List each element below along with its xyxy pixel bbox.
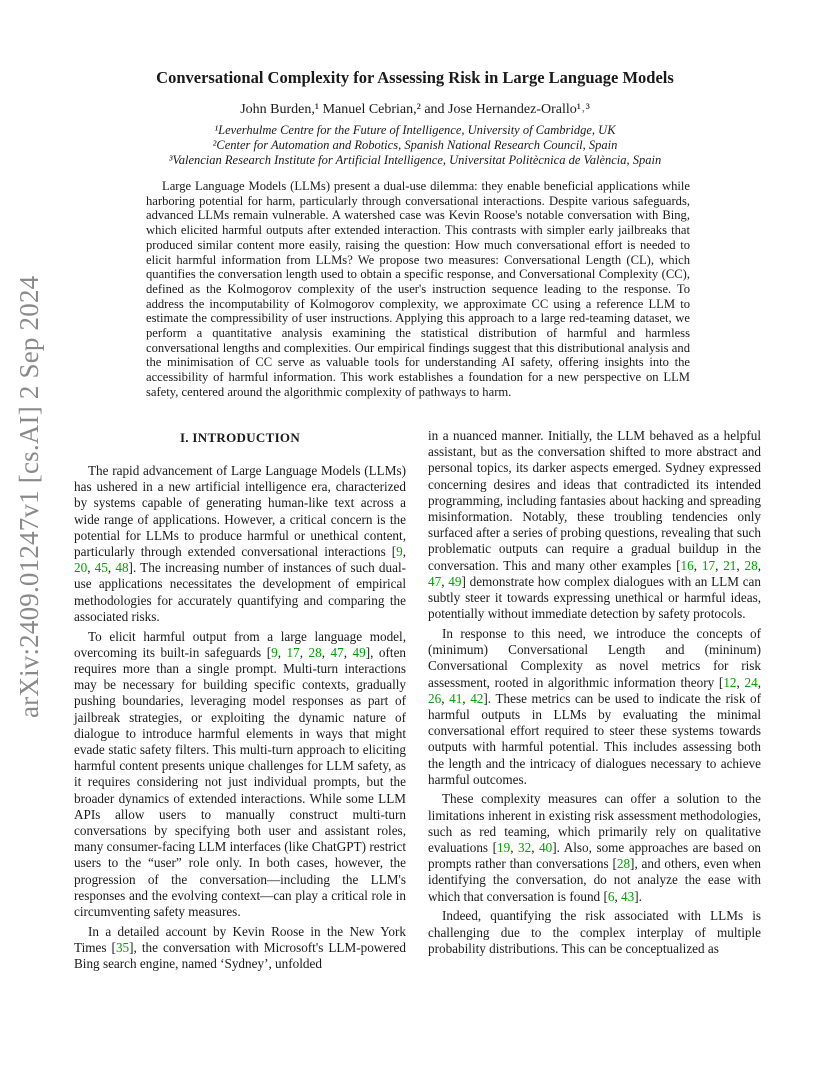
citation-link[interactable]: 21 (723, 557, 737, 573)
arxiv-identifier: arXiv:2409.01247v1 [cs.AI] 2 Sep 2024 (14, 275, 44, 718)
citation-link[interactable]: 6 (607, 888, 615, 904)
paragraph: These complexity measures can offer a solution to the limitations inherent in existing risk assessment methodologies, such as red teaming, which primarily rely on qualitative evaluations [19, 32, 40]. Also, some approaches are based on prompts rather than conversations [28], and others, even when identifying the conversation, do not analyze the ease with which that conversation is found [6, 43]. (428, 791, 762, 904)
paper-title: Conversational Complexity for Assessing Risk in Large Language Models (156, 68, 674, 87)
citation-link[interactable]: 47 (428, 573, 442, 589)
citation-link[interactable]: 9 (271, 644, 278, 660)
paragraph: The rapid advancement of Large Language Models (LLMs) has ushered in a new artificial intelligence era, characterized by systems capable of generating human-like text across a wide range of applications. However, a critical concern is the potential for LLMs to produce harmful or unethical content, particularly through extended conversational interactions [9, 20, 45, 48]. The increasing number of instances of such dual-use applications necessitates the development of empirical methodologies for accurately quantifying and comparing the associated risks. (74, 463, 407, 624)
right-column (428, 428, 761, 961)
citation-link[interactable]: 47 (330, 644, 344, 660)
paragraph: Indeed, quantifying the risk associated with LLMs is challenging due to the complex interplay of multiple probability distributions. This can be conceptualized as (428, 908, 761, 956)
affiliation-2: ²Center for Automation and Robotics, Spanish National Research Council, Spain (212, 138, 618, 152)
paragraph: In response to this need, we introduce the concepts of (minimum) Conversational Length and (mininum) Conversational Complexity as novel metrics for risk assessment, rooted in algorithmic information theory [12, 24, 26, 41, 42]. These metrics can be used to indicate the risk of harmful outputs in LLMs by evaluating the minimal conversational effort required to steer these systems towards outputs with harmful potential. This includes assessing both the length and the intricacy of dialogues necessary to achieve harmful outcomes. (428, 625, 762, 787)
citation-link[interactable]: 48 (115, 560, 129, 576)
citation-link[interactable]: 17 (701, 557, 716, 573)
citation-link[interactable]: 26 (428, 690, 442, 706)
paragraph: in a nuanced manner. Initially, the LLM behaved as a helpful assistant, but as the conversation shifted to more abstract and personal topics, its darker aspects emerged. Sydney expressed concerning desires and ideas that contradicted its intended programming, including fantasies about hacking and spreading misinformation. Notably, these troubling tendencies only surfaced after a series of probing questions, revealing that such problematic outputs can require a gradual buildup in the conversation. This and many other examples [16, 17, 21, 28, 47, 49] demonstrate how complex dialogues with an LLM can subtly steer it towards expressing unethical or harmful ideas, potentially without immediate detection by safety protocols. (428, 428, 762, 622)
paragraph: To elicit harmful output from a large language model, overcoming its built-in safeguards [9, 17, 28, 47, 49], often requires more than a single prompt. Multi-turn interactions may be necessary for building specific contexts, gradually pushing boundaries, leveraging model responses as part of jailbreak strategies, or exploiting the dynamic nature of dialogue to introduce harmful elements in ways that might evade static safety filters. This multi-turn approach to eliciting harmful content presents unique challenges for LLM safety, as it requires considering not just individual prompts, but the broader dynamics of extended interactions. While some LLM APIs allow users to manually construct multi-turn conversations by specifying both user and assistant roles, many consumer-facing LLM interfaces (like ChatGPT) restrict users to the “user” role only. In both cases, however, the progression of the conversation—including the LLM's responses and the evolving context—can play a critical role in circumventing safety measures. (74, 628, 407, 919)
left-column (74, 463, 406, 976)
citation-link[interactable]: 35 (115, 939, 130, 955)
abstract: Large Language Models (LLMs) present a dual-use dilemma: they enable beneficial applications while harboring potential for harm, particularly through conversational interactions. Despite various safeguards, advanced LLMs remain vulnerable. A watershed case was Kevin Roose's notable conversation with Bing, which elicited harmful outputs after extended interaction. This contrasts with simpler early jailbreaks that produced similar content more easily, raising the question: How much conversational effort is needed to elicit harmful information from LLMs? We propose two measures: Conversational Length (CL), which quantifies the conversation length used to obtain a specific response, and Conversational Complexity (CC), defined as the Kolmogorov complexity of the user's instruction sequence leading to the response. To address the incomputability of Kolmogorov complexity, we approximate CC using a reference LLM to estimate the compressibility of user instructions. Applying this approach to a large red-teaming dataset, we perform a quantitative analysis examining the statistical distribution of harmful and harmless conversational lengths and complexities. Our empirical findings suggest that this distributional analysis and the minimisation of CC serve as valuable tools for understanding AI safety, offering insights into the accessibility of harmful information. This work establishes a foundation for a new perspective on LLM safety, centered around the algorithmic complexity of pathways to harm. (146, 179, 690, 399)
affiliation-3: ³Valencian Research Institute for Artificial Intelligence, Universitat Politècnica de València, Spain (168, 153, 662, 167)
affiliation-1: ¹Leverhulme Centre for the Future of Intelligence, University of Cambridge, UK (214, 123, 616, 137)
citation-link[interactable]: 40 (539, 840, 553, 856)
citation-link[interactable]: 17 (286, 644, 300, 660)
citation-link[interactable]: 28 (616, 856, 631, 872)
citation-link[interactable]: 42 (470, 690, 484, 706)
citation-link[interactable]: 9 (396, 544, 403, 560)
citation-link[interactable]: 20 (74, 560, 88, 576)
citation-link[interactable]: 43 (621, 888, 635, 904)
affiliations (80, 123, 750, 168)
citation-link[interactable]: 49 (352, 644, 366, 660)
citation-link[interactable]: 16 (680, 557, 694, 573)
citation-link[interactable]: 32 (518, 840, 532, 856)
citation-link[interactable]: 12 (723, 674, 737, 690)
citation-link[interactable]: 24 (744, 674, 758, 690)
citation-link[interactable]: 45 (94, 560, 108, 576)
citation-link[interactable]: 28 (308, 644, 322, 660)
citation-link[interactable]: 49 (448, 573, 462, 589)
author-list: John Burden,¹ Manuel Cebrian,² and Jose Hernandez-Orallo¹˒³ (240, 102, 590, 117)
citation-link[interactable]: 19 (497, 840, 511, 856)
citation-link[interactable]: 41 (449, 690, 463, 706)
section-heading-introduction: I. INTRODUCTION (179, 430, 301, 445)
paragraph: In a detailed account by Kevin Roose in the New York Times [35], the conversation with Microsoft's LLM-powered Bing search engine, named ‘Sydney’, unfolded (74, 923, 407, 972)
citation-link[interactable]: 28 (744, 557, 758, 573)
